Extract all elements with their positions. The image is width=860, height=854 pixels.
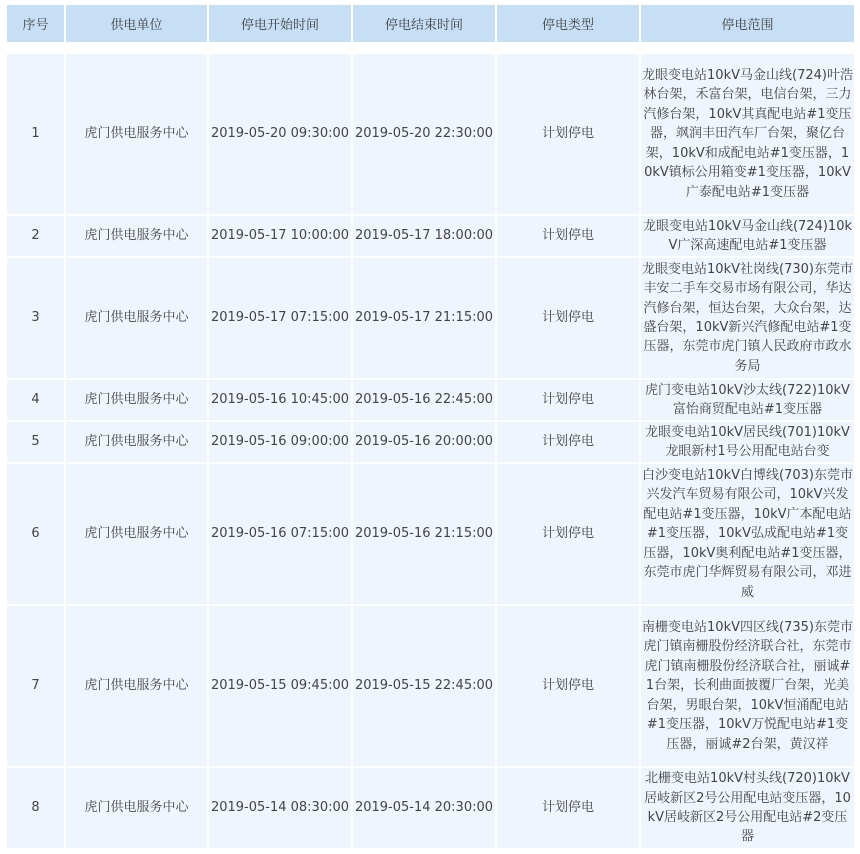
table-row — [7, 768, 854, 848]
cell-start-time: 2019-05-14 08:30:00 — [209, 768, 351, 848]
cell-serial: 5 — [7, 422, 64, 462]
cell-start-time: 2019-05-15 09:45:00 — [209, 606, 351, 766]
cell-type: 计划停电 — [497, 606, 639, 766]
cell-range: 虎门变电站10kV沙太线(722)10kV富怡商贸配电站#1变压器 — [641, 380, 854, 420]
cell-end-time: 2019-05-16 21:15:00 — [353, 464, 495, 604]
cell-end-time: 2019-05-20 22:30:00 — [353, 54, 495, 214]
col-header-serial: 序号 — [7, 5, 64, 42]
table-row — [7, 216, 854, 256]
cell-unit: 虎门供电服务中心 — [66, 380, 207, 420]
cell-end-time: 2019-05-16 22:45:00 — [353, 380, 495, 420]
cell-serial: 2 — [7, 216, 64, 256]
cell-unit: 虎门供电服务中心 — [66, 464, 207, 604]
cell-serial: 4 — [7, 380, 64, 420]
cell-unit: 虎门供电服务中心 — [66, 768, 207, 848]
cell-range: 北栅变电站10kV村头线(720)10kV居岐新区2号公用配电站变压器，10kV居岐新区2号公用配电站#2变压器 — [641, 768, 854, 848]
cell-type: 计划停电 — [497, 768, 639, 848]
cell-serial: 7 — [7, 606, 64, 766]
cell-start-time: 2019-05-16 07:15:00 — [209, 464, 351, 604]
col-header-end-time: 停电结束时间 — [353, 5, 495, 42]
col-header-start-time: 停电开始时间 — [209, 5, 351, 42]
cell-unit: 虎门供电服务中心 — [66, 54, 207, 214]
table-row — [7, 422, 854, 462]
cell-start-time: 2019-05-20 09:30:00 — [209, 54, 351, 214]
cell-range: 白沙变电站10kV白博线(703)东莞市兴发汽车贸易有限公司，10kV兴发配电站#1变压器，10kV广本配电站#1变压器，10kV弘成配电站#1变压器，10kV奥利配电站#1变压器，东莞市虎门华辉贸易有限公司，邓进威 — [641, 464, 854, 604]
col-header-type: 停电类型 — [497, 5, 639, 42]
cell-serial: 3 — [7, 258, 64, 378]
col-header-unit: 供电单位 — [66, 5, 207, 42]
cell-type: 计划停电 — [497, 464, 639, 604]
table-row — [7, 606, 854, 766]
cell-unit: 虎门供电服务中心 — [66, 606, 207, 766]
cell-unit: 虎门供电服务中心 — [66, 216, 207, 256]
cell-type: 计划停电 — [497, 54, 639, 214]
cell-range: 龙眼变电站10kV社岗线(730)东莞市丰安二手车交易市场有限公司，华达汽修台架，恒达台架，大众台架，达盛台架，10kV新兴汽修配电站#1变压器，东莞市虎门镇人民政府市政水务局 — [641, 258, 854, 378]
table-row — [7, 54, 854, 214]
col-header-range: 停电范围 — [641, 5, 854, 42]
table-row — [7, 258, 854, 378]
cell-range: 南栅变电站10kV四区线(735)东莞市虎门镇南栅股份经济联合社，东莞市虎门镇南栅股份经济联合社，丽诚#1台架，长利曲面披覆厂台架，光美台架，男眼台架，10kV恒涌配电站#1变压器，10kV万悦配电站#1变压器，丽诚#2台架，黄汉祥 — [641, 606, 854, 766]
cell-start-time: 2019-05-17 07:15:00 — [209, 258, 351, 378]
cell-end-time: 2019-05-16 20:00:00 — [353, 422, 495, 462]
cell-type: 计划停电 — [497, 216, 639, 256]
cell-type: 计划停电 — [497, 422, 639, 462]
cell-range: 龙眼变电站10kV居民线(701)10kV龙眼新村1号公用配电站台变 — [641, 422, 854, 462]
cell-unit: 虎门供电服务中心 — [66, 258, 207, 378]
cell-type: 计划停电 — [497, 380, 639, 420]
cell-range: 龙眼变电站10kV马金山线(724)叶浩林台架，禾富台架，电信台架，三力汽修台架，10kV其真配电站#1变压器，飒润丰田汽车厂台架，聚亿台架，10kV和成配电站#1变压器，10kV镇标公用箱变#1变压器，10kV广泰配电站#1变压器 — [641, 54, 854, 214]
header-gap — [7, 44, 854, 52]
cell-type: 计划停电 — [497, 258, 639, 378]
cell-serial: 6 — [7, 464, 64, 604]
cell-start-time: 2019-05-16 09:00:00 — [209, 422, 351, 462]
cell-start-time: 2019-05-16 10:45:00 — [209, 380, 351, 420]
cell-serial: 8 — [7, 768, 64, 848]
table-row — [7, 380, 854, 420]
cell-end-time: 2019-05-17 18:00:00 — [353, 216, 495, 256]
cell-end-time: 2019-05-14 20:30:00 — [353, 768, 495, 848]
table-row — [7, 464, 854, 604]
cell-unit: 虎门供电服务中心 — [66, 422, 207, 462]
cell-start-time: 2019-05-17 10:00:00 — [209, 216, 351, 256]
power-outage-table — [5, 3, 856, 850]
cell-end-time: 2019-05-15 22:45:00 — [353, 606, 495, 766]
table-header-row — [7, 5, 854, 42]
cell-range: 龙眼变电站10kV马金山线(724)10kV广深高速配电站#1变压器 — [641, 216, 854, 256]
cell-serial: 1 — [7, 54, 64, 214]
cell-end-time: 2019-05-17 21:15:00 — [353, 258, 495, 378]
